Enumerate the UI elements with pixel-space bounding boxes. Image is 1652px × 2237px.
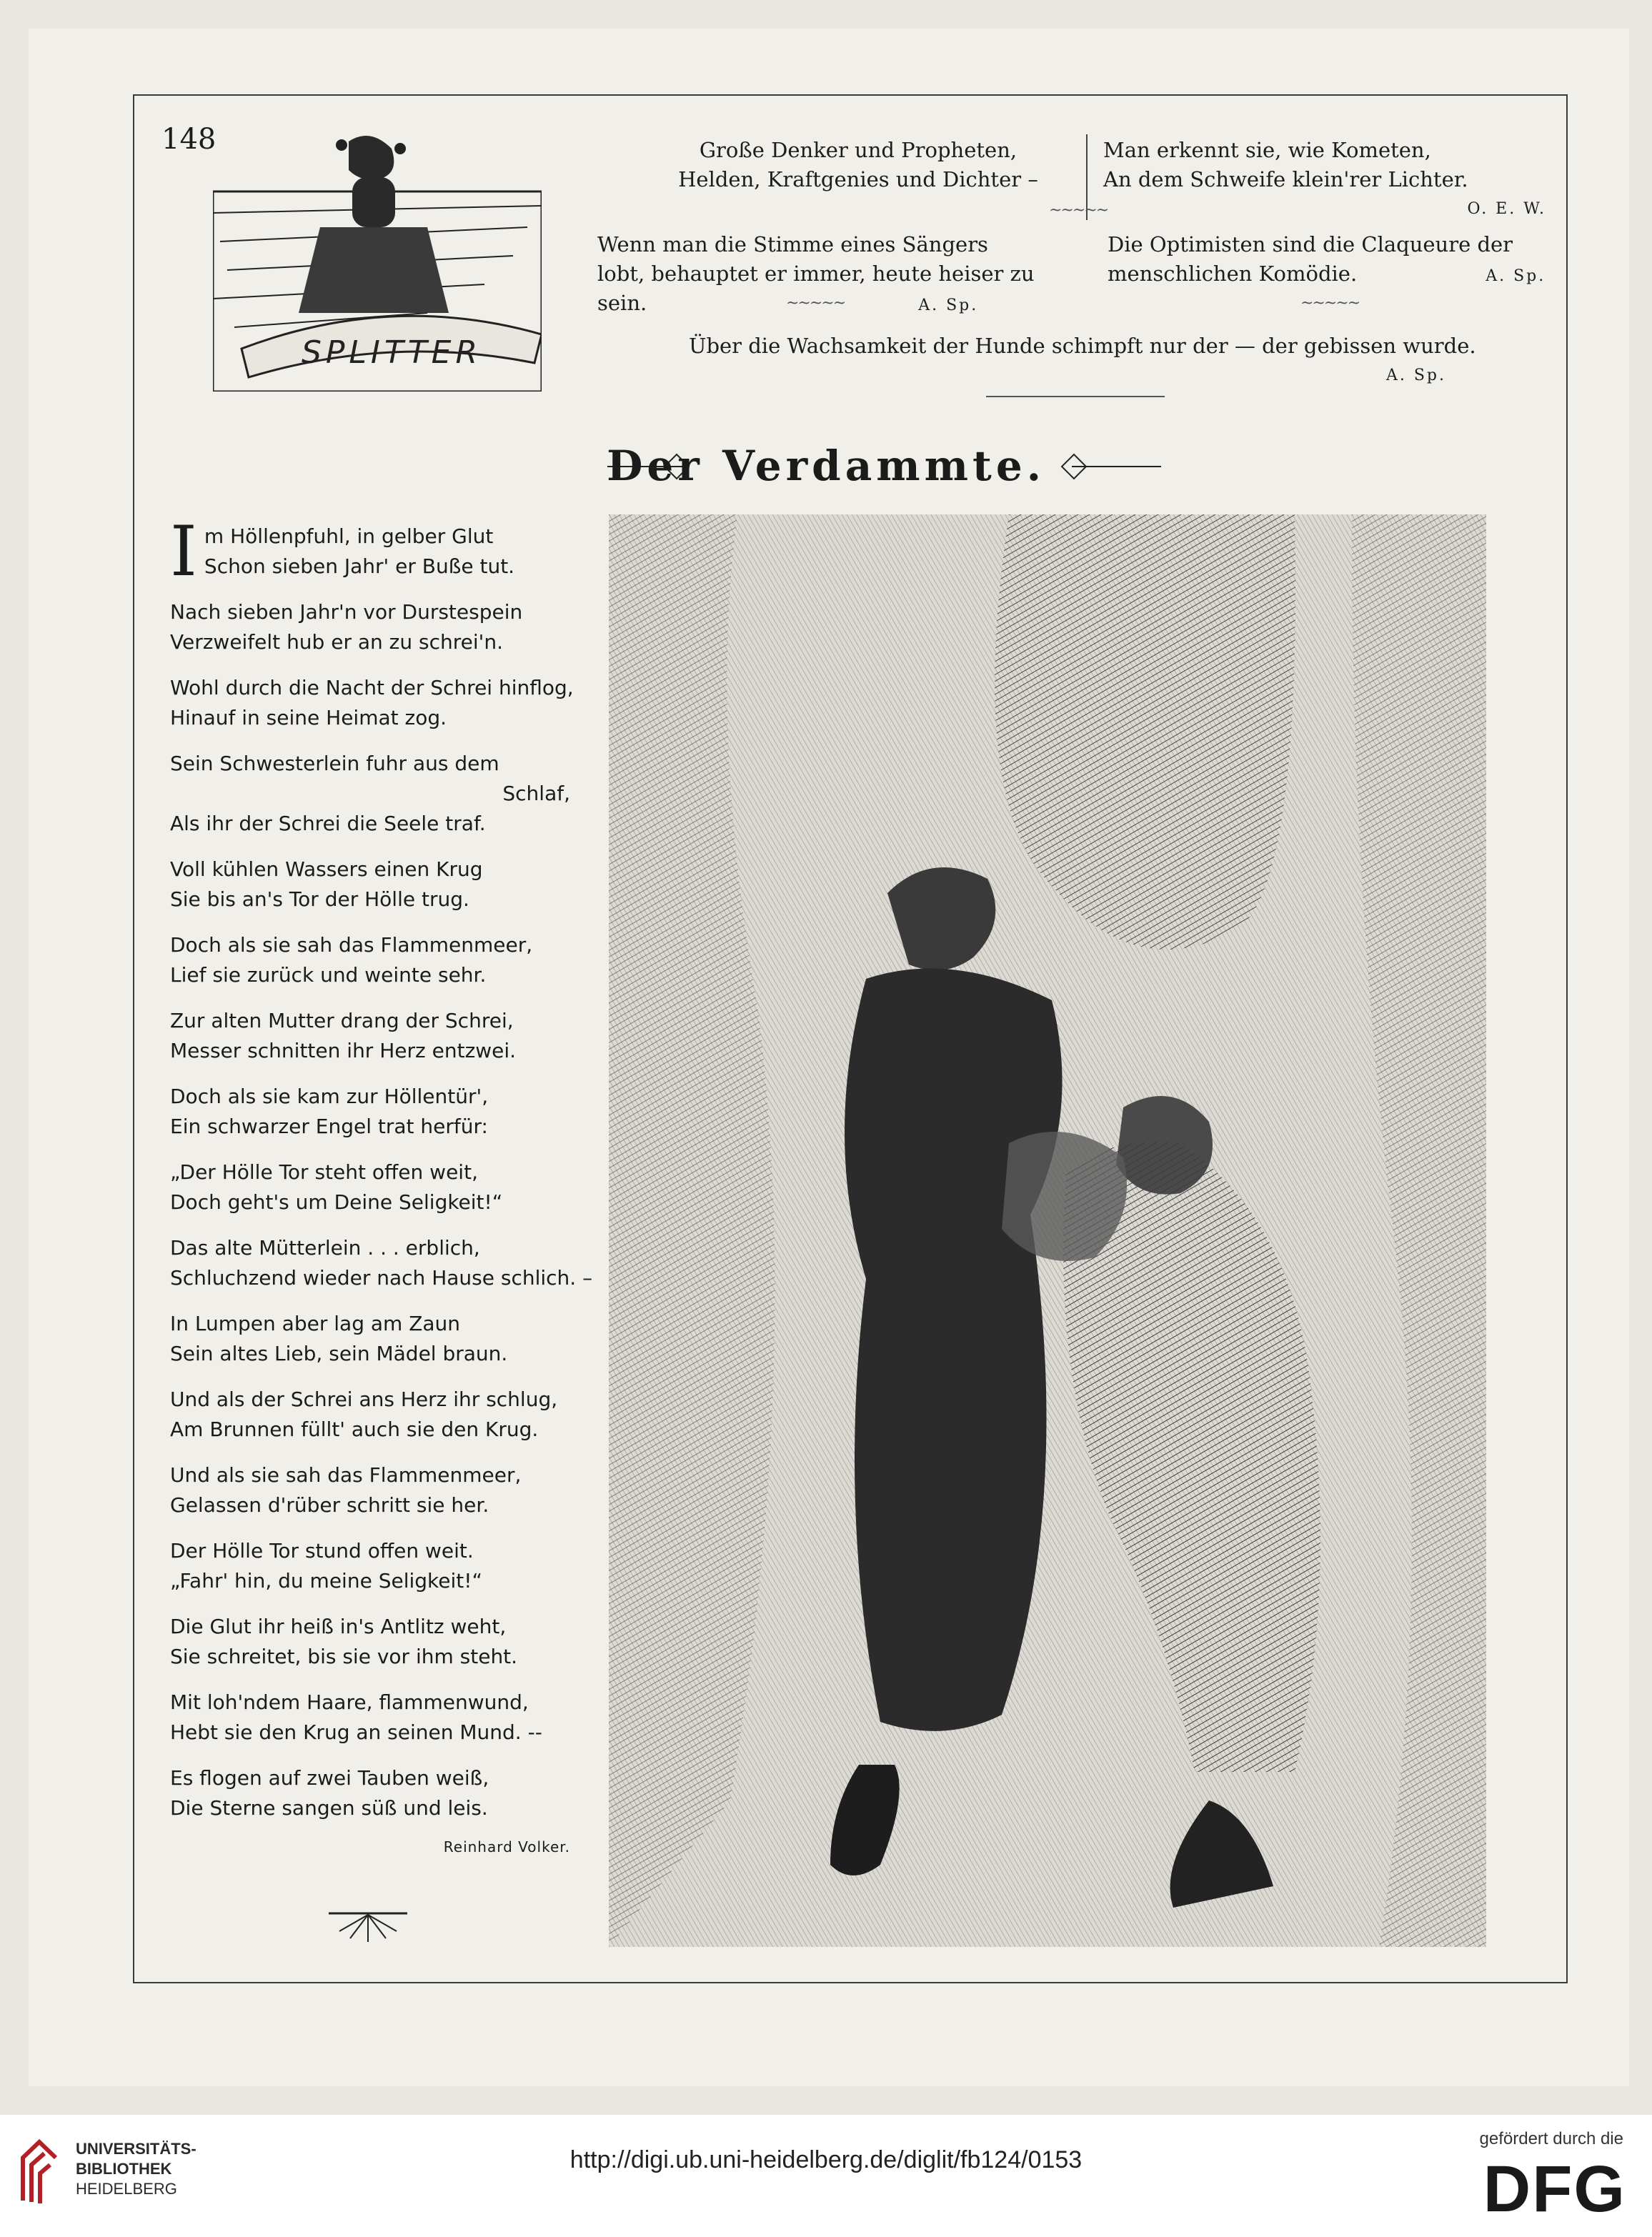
stanza: Nach sieben Jahr'n vor Durstespein Verzweifelt hub er an zu schrei'n. [170, 600, 523, 654]
stanza: Die Glut ihr heiß in's Antlitz weht, Sie schreitet, bis sie vor ihm steht. [170, 1615, 518, 1668]
aphorism-5: Über die Wachsamkeit der Hunde schimpft nur der — der gebissen wurde. A. Sp. [689, 334, 1476, 384]
aphorism-2: Man erkennt sie, wie Kometen, An dem Schweife klein'rer Lichter. O. E. W. [1103, 138, 1546, 218]
end-ornament [329, 1906, 407, 1949]
stanza: Und als sie sah das Flammenmeer, Gelassen d'rüber schritt sie her. [170, 1463, 522, 1517]
aphorism-3: Wenn man die Stimme eines Sängers lobt, behauptet er immer, heute heiser zu sein. A. Sp. [597, 232, 1035, 315]
aphorism-4: Die Optimisten sind die Claqueure der menschlichen Komödie. A. Sp. [1108, 232, 1546, 286]
stanza: Sein Schwesterlein fuhr aus dem Schlaf, Als ihr der Schrei die Seele traf. [170, 752, 570, 835]
stanza: Zur alten Mutter drang der Schrei, Messer schnitten ihr Herz entzwei. [170, 1009, 517, 1062]
stanza: Voll kühlen Wassers einen Krug Sie bis an's Tor der Hölle trug. [170, 857, 483, 911]
section-rule [986, 396, 1165, 397]
footer-bar [0, 2115, 1652, 2237]
stanza: Der Hölle Tor stund offen weit. „Fahr' hin, du meine Seligkeit!“ [170, 1539, 482, 1593]
stanza: Mit loh'ndem Haare, flammenwund, Hebt sie den Krug an seinen Mund. -- [170, 1690, 542, 1744]
stanza: „Der Hölle Tor steht offen weit, Doch geht's um Deine Seligkeit!“ [170, 1160, 503, 1214]
ornament-tilde-3: ~~~~~ [1300, 294, 1360, 312]
poem-author: Reinhard Volker. [443, 1838, 570, 1855]
dfg-logo: DFG [1483, 2153, 1626, 2226]
aphorism-1: Große Denker und Propheten, Helden, Kraftgenies und Dichter – [678, 138, 1038, 191]
poem-body [170, 512, 593, 1862]
drop-cap: I [170, 512, 197, 592]
splitter-vignette [213, 134, 542, 392]
stanza: Wohl durch die Nacht der Schrei hinflog, Hinauf in seine Heimat zog. [170, 676, 574, 729]
title-ornament-right [1072, 466, 1161, 467]
stanza: Doch als sie kam zur Höllentür', Ein schwarzer Engel trat herfür: [170, 1085, 489, 1138]
university-library-name: UNIVERSITÄTS- BIBLIOTHEK HEIDELBERG [76, 2140, 196, 2198]
vignette-banner-text: SPLITTER [301, 334, 482, 371]
poem-title: Der Verdammte. [607, 442, 1045, 490]
page-number: 148 [161, 123, 217, 156]
ornament-tilde-2: ~~~~~ [786, 294, 845, 312]
stanza: Und als der Schrei ans Herz ihr schlug, Am Brunnen füllt' auch sie den Krug. [170, 1387, 558, 1441]
stanza: Das alte Mütterlein . . . erblich, Schluchzend wieder nach Hause schlich. – [170, 1236, 593, 1290]
illustration-condemned [609, 514, 1486, 1947]
stanza: Es flogen auf zwei Tauben weiß, Die Sterne sangen süß und leis. [170, 1766, 489, 1820]
stanza: I m Höllenpfuhl, in gelber Glut Schon sieben Jahr' er Buße tut. [170, 512, 515, 592]
stanza: Doch als sie sah das Flammenmeer, Lief sie zurück und weinte sehr. [170, 933, 533, 987]
funding-caption: gefördert durch die [1479, 2129, 1623, 2148]
source-url-link[interactable]: http://digi.ub.uni-heidelberg.de/diglit/fb124/0153 [569, 2146, 1083, 2173]
ornament-tilde: ~~~~~ [1049, 201, 1108, 219]
stanza: In Lumpen aber lag am Zaun Sein altes Lieb, sein Mädel braun. [170, 1312, 508, 1365]
